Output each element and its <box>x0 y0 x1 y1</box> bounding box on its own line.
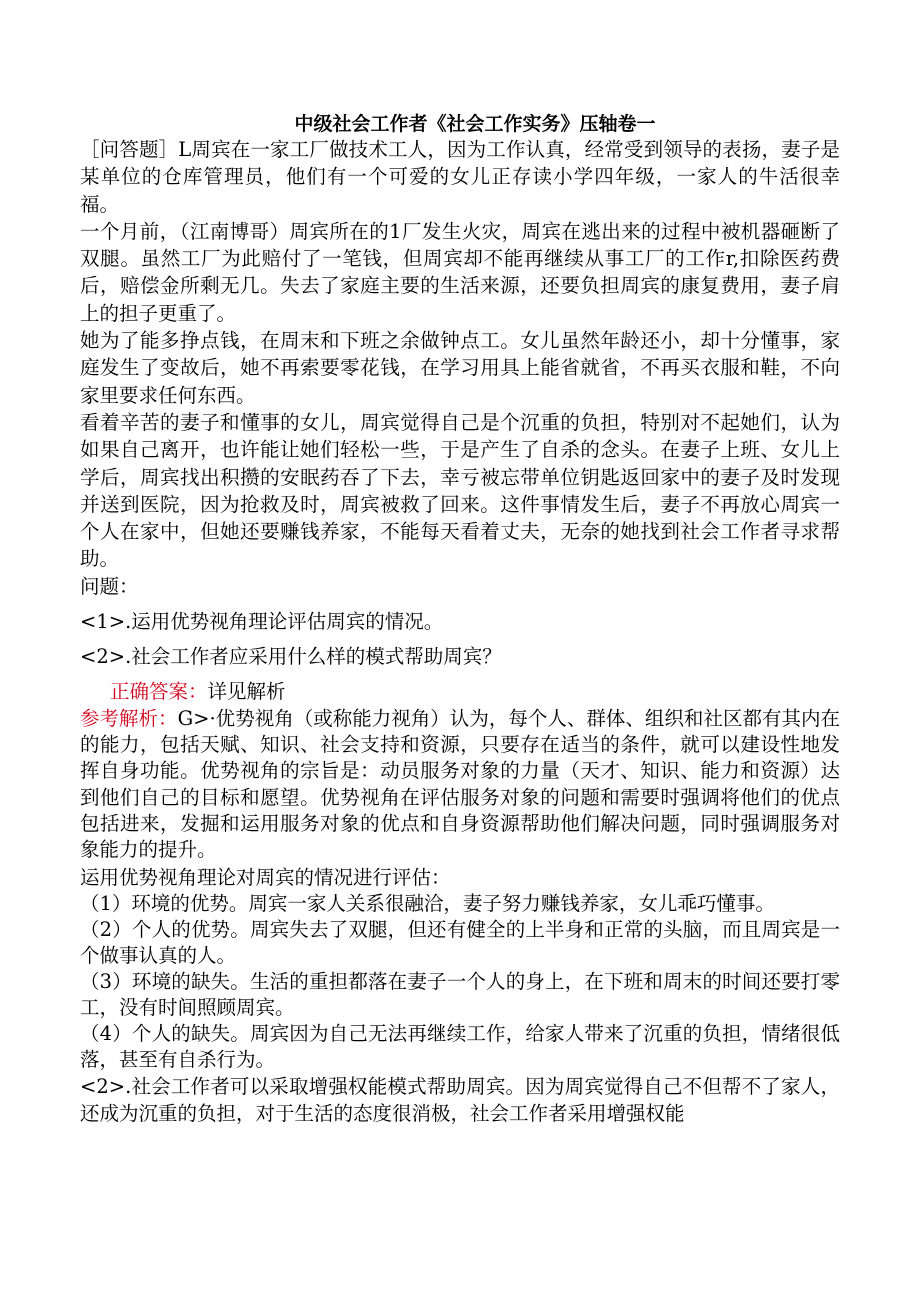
question-2: <2>.社会工作者应采用什么样的模式帮助周宾？ <box>80 644 502 668</box>
assessment-item-2: （2）个人的优势。周宾失去了双腿，但还有健全的上半身和正常的头脑，而且周宾是一个做事认真的人。 <box>80 917 840 967</box>
assessment-item-1: （1）环境的优势。周宾一家人关系很融洽，妻子努力赚钱养家，女儿乖巧懂事。 <box>80 891 775 915</box>
document-title: 中级社会工作者《社会工作实务》压轴卷一 <box>294 113 656 135</box>
answer-value: 详见解析 <box>207 679 286 703</box>
case-paragraph-3: 她为了能多挣点钱，在周末和下班之余做钟点工。女儿虽然年龄还小，却十分懂事，家庭发生了变故后，她不再索要零花钱，在学习用具上能省就省，不再买衣服和鞋，不向家里要求任何东西。 <box>80 329 840 407</box>
question-1: <1>.运用优势视角理论评估周宾的情况。 <box>80 609 444 633</box>
document-page <box>80 112 840 1127</box>
assessment-intro: 运用优势视角理论对周宾的情况进行评估： <box>80 865 451 889</box>
case-paragraph-1: ［问答题］L周宾在一家工厂做技术工人，因为工作认真，经常受到领导的表扬，妻子是某单位的仓库管理员，他们有一个可爱的女儿正存读小学四年级，一家人的牛活很幸福。 <box>80 138 840 216</box>
analysis-text: G>·优势视角（或称能力视角）认为，每个人、群体、组织和社区都有其内在的能力，包括天赋、知识、社会支持和资源，只要存在适当的条件，就可以建设性地发挥自身功能。优势视角的宗旨是：动员服务对象的力量（天才、知识、能力和资源）达到他们自己的目标和愿望。优势视角在评估服务对象的问题和需要时强调将他们的优点包括进来，发掘和运用服务对象的优点和自身资源帮助他们解决问题，同时强调服务对象能力的提升。 <box>80 706 840 862</box>
answer-2-paragraph: <2>.社会工作者可以采取增强权能模式帮助周宾。因为周宾觉得自己不但帮不了家人，还成为沉重的负担，对于生活的态度很消极，社会工作者采用增强权能 <box>80 1074 840 1126</box>
answer-label: 正确答案： <box>110 679 208 703</box>
questions-label: 问题： <box>80 574 139 598</box>
case-paragraph-2: 一个月前，（江南博哥）周宾所在的1厂发生火灾，周宾在逃出来的过程中被机器砸断了双腿。虽然工厂为此赔付了一笔钱，但周宾却不能再继续从事工厂的工作r,扣除医药费后，赔偿金所剩无几。失去了家庭主要的生活来源，还要负担周宾的康复费用，妻子肩上的担子更重了。 <box>80 219 840 325</box>
assessment-item-4: （4）个人的缺失。周宾因为自己无法再继续工作，给家人带来了沉重的负担，情绪很低落，甚至有自杀行为。 <box>80 1021 840 1071</box>
assessment-item-3: （3）环境的缺失。生活的重担都落在妻子一个人的身上，在下班和周末的时间还要打零工，没有时间照顾周宾。 <box>80 969 840 1019</box>
case-paragraph-4: 看着辛苦的妻子和懂事的女儿，周宾觉得自己是个沉重的负担，特别对不起她们，认为如果自己离开，也许能让她们轻松一些，于是产生了自杀的念头。在妻子上班、女儿上学后，周宾找出积攒的安眠药吞了下去，幸亏被忘带单位钥匙返回家中的妻子及时发现并送到医院，因为抢救及时，周宾被救了回来。这件事情发生后，妻子不再放心周宾一个人在家中，但她还要赚钱养家，不能每天看着丈夫，无奈的她找到社会工作者寻求帮助。 <box>80 410 840 571</box>
analysis-paragraph <box>80 706 840 864</box>
analysis-label: 参考解析： <box>80 706 178 730</box>
correct-answer <box>110 678 840 706</box>
